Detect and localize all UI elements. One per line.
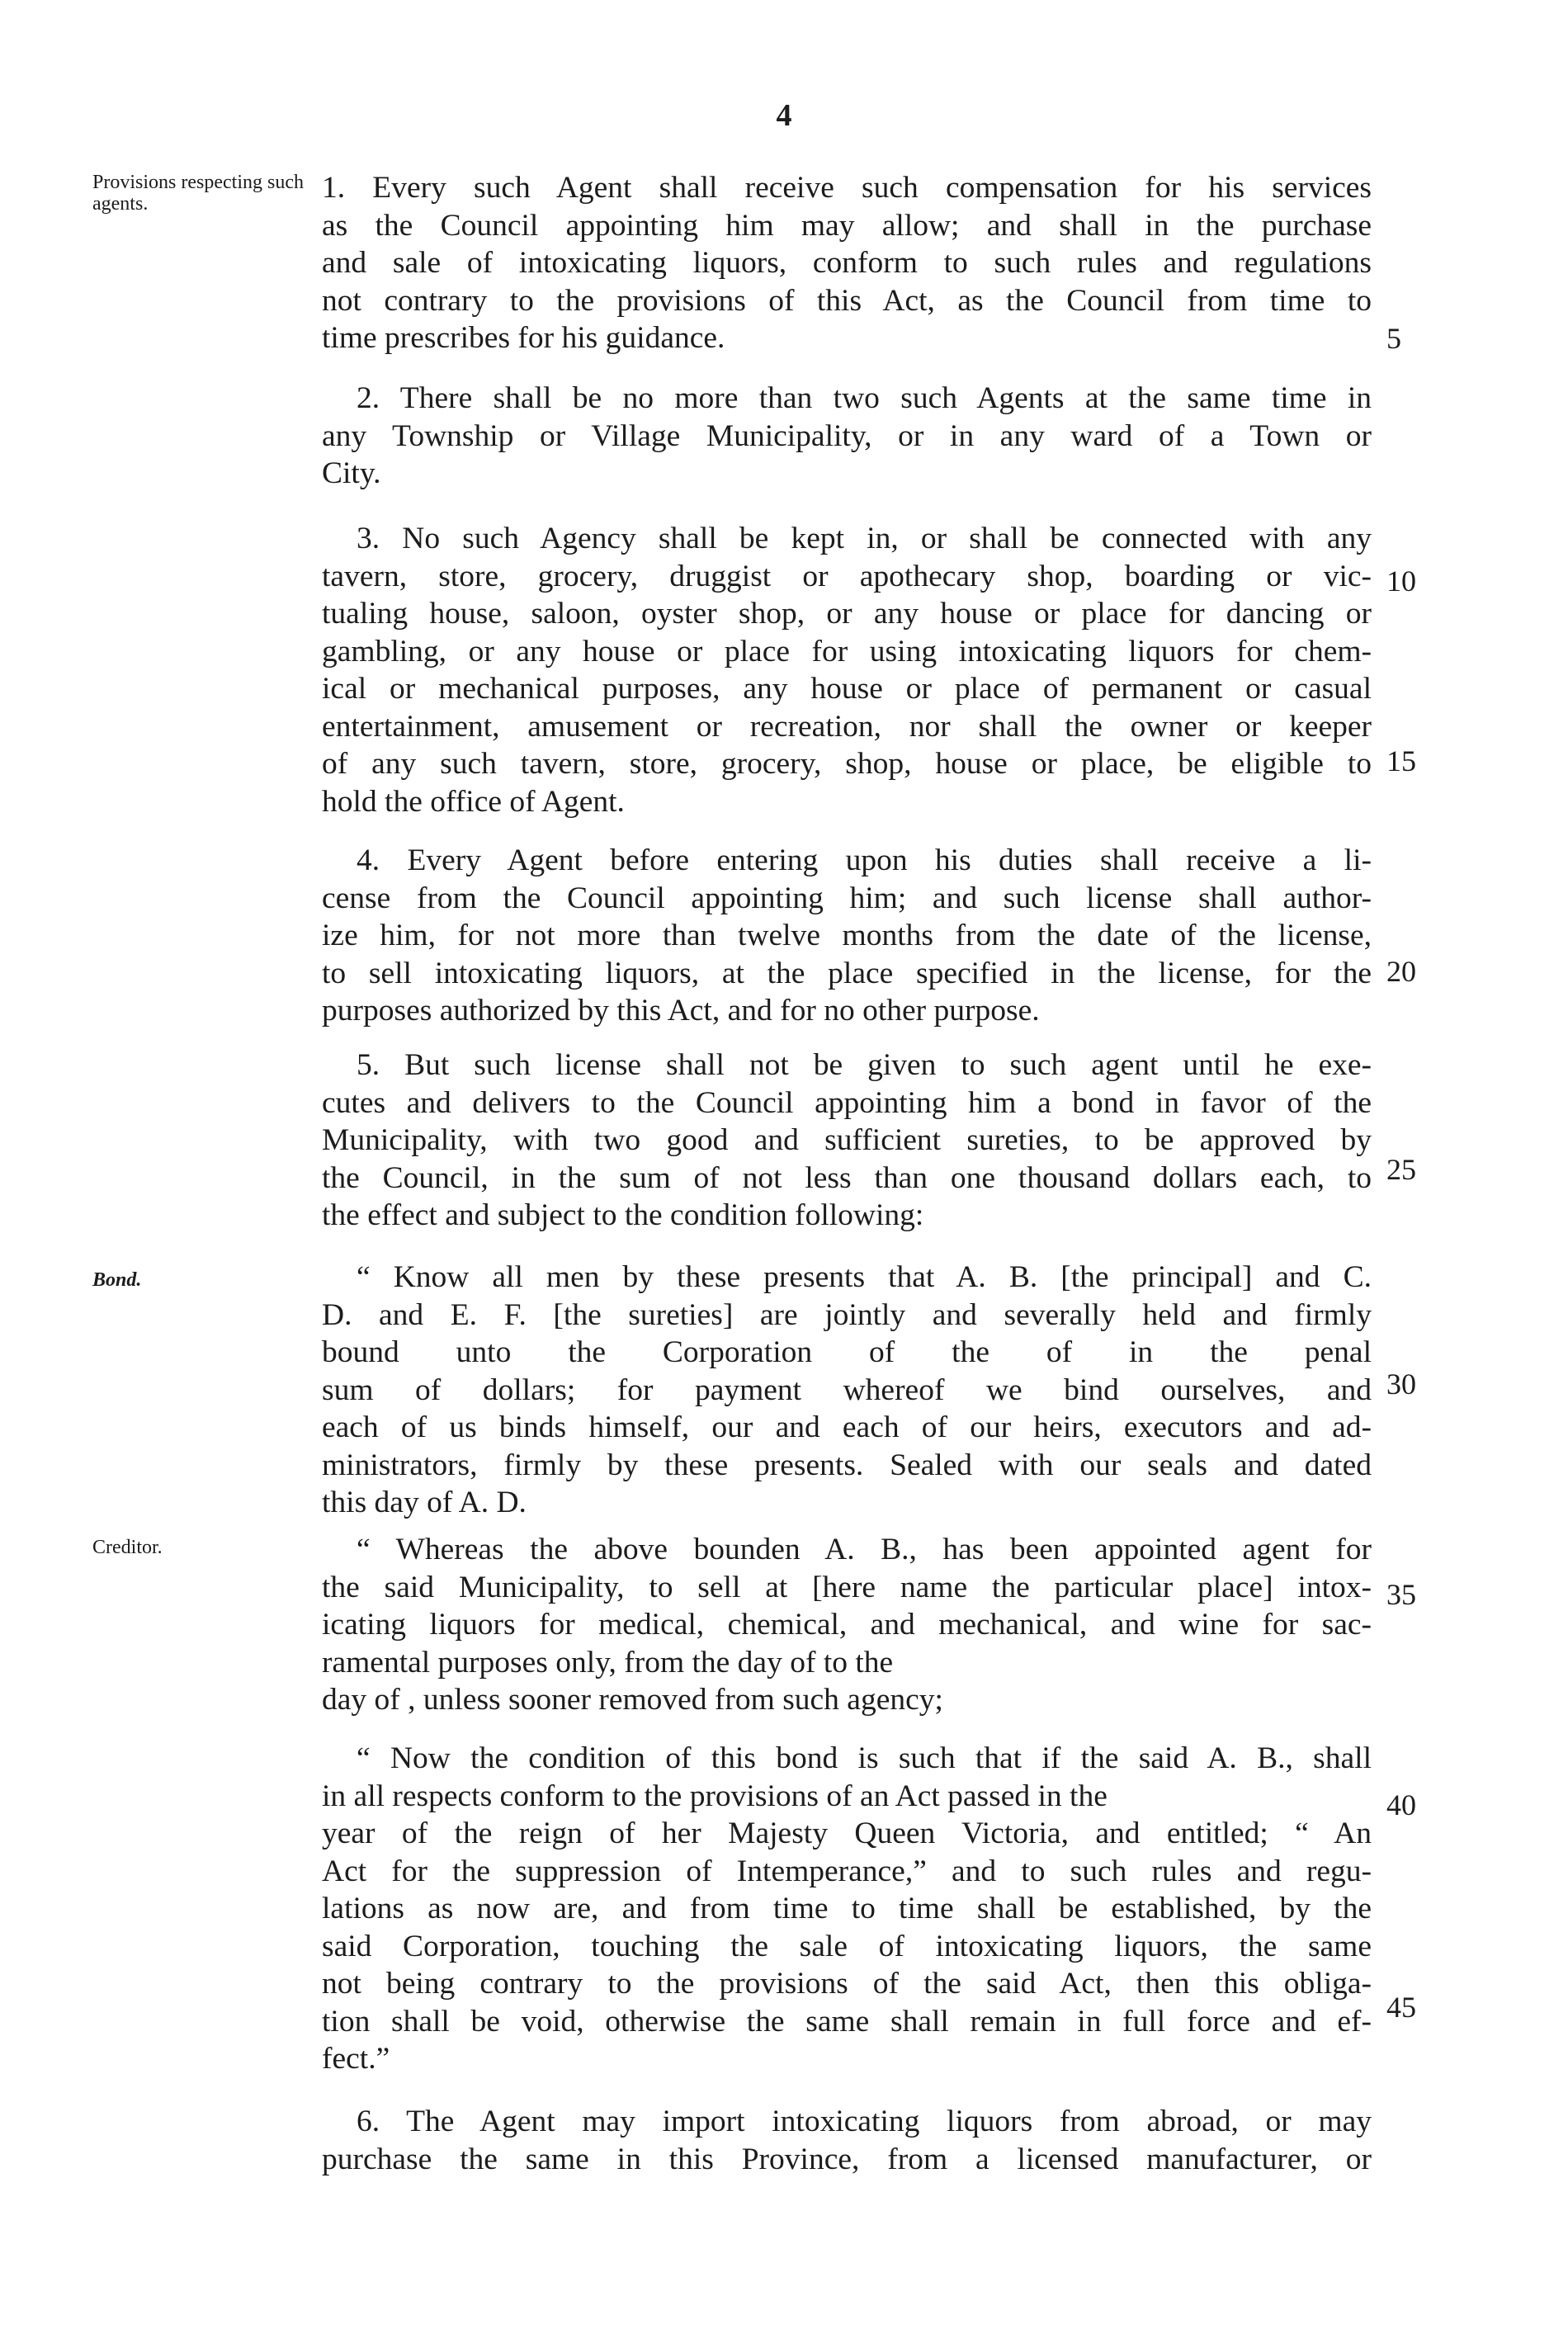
text-line: D. and E. F. [the sureties] are jointly and severally held and firmly (322, 1297, 1372, 1332)
line-number: 20 (1386, 955, 1416, 988)
text-line: in all respects conform to the provisions of an Act passed in the (322, 1779, 1108, 1813)
line-number: 30 (1386, 1368, 1416, 1401)
text-line: lations as now are, and from time to time shall be established, by the (322, 1892, 1372, 1925)
text-line: Municipality, with two good and sufficient sureties, to be approved by (322, 1123, 1372, 1157)
text-line: and sale of intoxicating liquors, conform to such rules and regulations (322, 246, 1372, 280)
text-line: purposes authorized by this Act, and for no other purpose. (322, 994, 1040, 1028)
line-number: 35 (1386, 1578, 1416, 1611)
whereas-clause (322, 1531, 1372, 1719)
text-line: each of us binds himself, our and each of our heirs, executors and ad- (322, 1410, 1372, 1444)
text-line: 5. But such license shall not be given to such agent until he exe- (357, 1048, 1372, 1082)
line-number: 5 (1386, 322, 1401, 355)
text-line: this day of A. D. (322, 1486, 527, 1519)
text-line: any Township or Village Municipality, or in any ward of a Town or (322, 418, 1372, 453)
paragraph-5 (322, 1046, 1372, 1235)
text-line: “ Whereas the above bounden A. B., has been appointed agent for (357, 1533, 1372, 1566)
text-line: bound unto the Corporation of the of in the penal (322, 1335, 1372, 1369)
text-line: 1. Every such Agent shall receive such compensation for his services (322, 171, 1372, 205)
text-line: purchase the same in this Province, from a licensed manufacturer, or (322, 2142, 1372, 2176)
text-line: ministrators, firmly by these presents. Sealed with our seals and dated (322, 1448, 1372, 1482)
paragraph-2 (322, 380, 1372, 493)
text-line: 4. Every Agent before entering upon his duties shall receive a li- (357, 843, 1372, 877)
text-line: tualing house, saloon, oyster shop, or any house or place for dancing or (322, 597, 1372, 631)
text-line: 2. There shall be no more than two such Agents at the same time in (357, 381, 1372, 415)
text-line: tavern, store, grocery, druggist or apothecary shop, boarding or vic- (322, 559, 1372, 593)
text-line: 3. No such Agency shall be kept in, or shall be connected with any (357, 522, 1372, 555)
text-line: “ Now the condition of this bond is such that if the said A. B., shall (357, 1741, 1372, 1775)
line-number: 15 (1386, 744, 1416, 777)
text-line: sum of dollars; for payment whereof we bind ourselves, and (322, 1372, 1372, 1407)
text-line: said Corporation, touching the sale of intoxicating liquors, the same (322, 1929, 1372, 1963)
text-line: the said Municipality, to sell at [here name the particular place] intox- (322, 1570, 1372, 1604)
condition-clause (322, 1740, 1372, 2078)
text-line: time prescribes for his guidance. (322, 321, 725, 355)
margin-note-creditor: Creditor. (92, 1537, 163, 1558)
text-line: gambling, or any house or place for using intoxicating liquors for chem- (322, 634, 1372, 668)
text-line: 6. The Agent may import intoxicating liquors from abroad, or may (357, 2105, 1372, 2138)
text-line: ical or mechanical purposes, any house or place of permanent or casual (322, 672, 1372, 706)
text-line: year of the reign of her Majesty Queen Victoria, and entitled; “ An (322, 1817, 1372, 1850)
paragraph-4 (322, 842, 1372, 1030)
line-number: 40 (1386, 1788, 1416, 1821)
line-number: 10 (1386, 565, 1416, 598)
text-line: the Council, in the sum of not less than one thousand dollars each, to (322, 1160, 1372, 1195)
text-line: not contrary to the provisions of this Act, as the Council from time to (322, 283, 1372, 318)
text-line: day of , unless sooner removed from such agency; (322, 1683, 943, 1717)
paragraph-1 (322, 169, 1372, 357)
text-line: the effect and subject to the condition following: (322, 1198, 924, 1232)
text-line: icating liquors for medical, chemical, and mechanical, and wine for sac- (322, 1608, 1372, 1642)
text-line: not being contrary to the provisions of the said Act, then this obliga- (322, 1967, 1372, 2001)
text-line: to sell intoxicating liquors, at the place specified in the license, for the (322, 956, 1372, 990)
paragraph-6 (322, 2103, 1372, 2178)
margin-note-bond: Bond. (92, 1269, 142, 1291)
text-line: of any such tavern, store, grocery, shop, house or place, be eligible to (322, 747, 1372, 781)
text-line: Act for the suppression of Intemperance,” and to such rules and regu- (322, 1854, 1372, 1888)
line-number: 45 (1386, 1991, 1416, 2024)
margin-note-provisions: Provisions respecting such agents. (92, 172, 304, 215)
text-line: entertainment, amusement or recreation, nor shall the owner or keeper (322, 709, 1372, 744)
text-line: ize him, for not more than twelve months from the date of the license, (322, 919, 1372, 952)
bond-form (322, 1259, 1372, 1522)
text-line: fect.” (322, 2042, 390, 2076)
text-line: cutes and delivers to the Council appointing him a bond in favor of the (322, 1085, 1372, 1120)
line-number: 25 (1386, 1153, 1416, 1186)
text-line: ramental purposes only, from the day of to the (322, 1645, 894, 1680)
text-line: as the Council appointing him may allow; and shall in the purchase (322, 208, 1372, 243)
paragraph-3 (322, 520, 1372, 820)
text-line: hold the office of Agent. (322, 784, 625, 819)
text-line: cense from the Council appointing him; and such license shall author- (322, 881, 1372, 915)
text-line: tion shall be void, otherwise the same shall remain in full force and ef- (322, 2004, 1372, 2039)
text-line: “ Know all men by these presents that A. B. [the principal] and C. (357, 1260, 1372, 1294)
page-number: 4 (776, 98, 792, 133)
text-line: City. (322, 456, 381, 490)
